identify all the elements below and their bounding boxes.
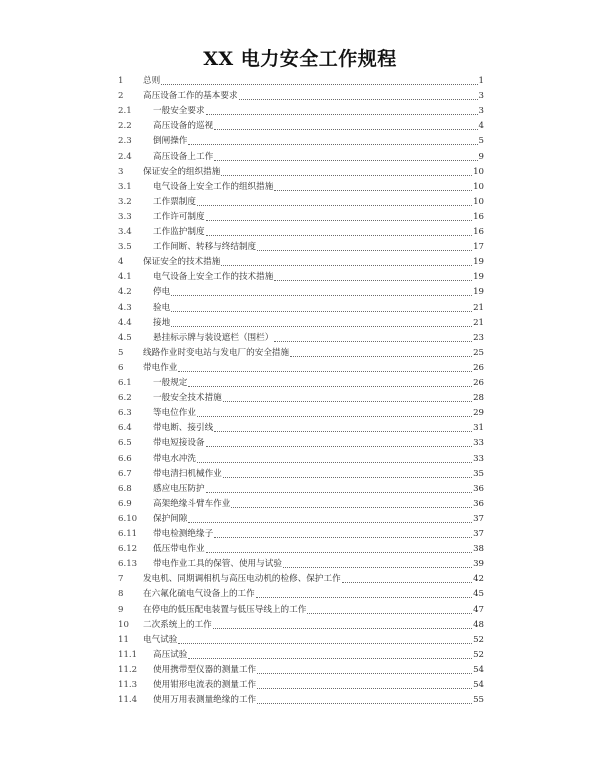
toc-entry-number: 4.5 [118, 332, 132, 343]
toc-entry-number: 4.3 [118, 302, 132, 313]
toc-entry-page: 16 [473, 227, 484, 237]
toc-leader-dots [171, 294, 472, 296]
toc-entry-number: 3.1 [118, 181, 132, 192]
toc-entry-title: 使用钳形电流表的测量工作 [153, 680, 257, 690]
toc-entry[interactable] [0, 571, 600, 587]
toc-entry-page: 47 [473, 604, 484, 615]
toc-entry-title: 工作监护制度 [153, 227, 205, 237]
toc-entry-number: 6.13 [118, 559, 138, 570]
toc-entry-page: 4 [478, 121, 484, 132]
toc-leader-dots [197, 461, 472, 463]
toc-entry-number: 5 [118, 347, 124, 358]
toc-leader-dots [197, 204, 472, 206]
toc-entry[interactable] [0, 375, 600, 391]
toc-entry-page: 37 [473, 529, 484, 539]
toc-leader-dots [307, 612, 472, 614]
toc-entry-number: 3.4 [118, 227, 132, 237]
toc-entry-page: 10 [473, 181, 484, 192]
toc-entry-number: 10 [118, 619, 129, 630]
toc-entry-page: 35 [473, 468, 484, 479]
toc-leader-dots [274, 340, 472, 342]
toc-entry-page: 23 [473, 332, 484, 343]
toc-entry-title: 高压设备上工作 [153, 151, 214, 162]
toc-entry-title: 使用携带型仪器的测量工作 [153, 664, 257, 675]
toc-entry-title: 在停电的低压配电装置与低压导线上的工作 [143, 604, 307, 615]
toc-entry[interactable] [0, 556, 600, 572]
toc-entry-number: 6.11 [118, 529, 138, 539]
toc-leader-dots [239, 98, 478, 100]
toc-entry-title: 感应电压防护 [153, 483, 205, 494]
toc-entry-page: 19 [473, 272, 484, 283]
toc-leader-dots [214, 128, 477, 130]
toc-leader-dots [188, 521, 472, 523]
toc-leader-dots [206, 219, 472, 221]
toc-entry[interactable] [0, 692, 600, 708]
toc-entry-number: 4 [118, 257, 124, 268]
toc-leader-dots [221, 174, 472, 176]
toc-entry-title: 高架绝缘斗臂车作业 [153, 498, 231, 509]
toc-entry-title: 发电机、同期调相机与高压电动机的检修、保护工作 [143, 574, 341, 585]
toc-entry-page: 31 [473, 423, 484, 434]
toc-entry-number: 2.3 [118, 136, 132, 147]
toc-leader-dots [206, 445, 472, 447]
toc-entry-number: 6.1 [118, 378, 132, 388]
toc-entry-title: 停电 [153, 287, 171, 298]
toc-entry[interactable] [0, 73, 600, 89]
toc-entry[interactable] [0, 269, 600, 285]
toc-entry[interactable] [0, 647, 600, 663]
toc-entry[interactable] [0, 405, 600, 421]
toc-entry-title: 带电水冲洗 [153, 453, 196, 464]
toc-entry-number: 4.1 [118, 272, 132, 283]
toc-entry-title: 一般规定 [153, 378, 188, 388]
toc-entry[interactable] [0, 541, 600, 557]
toc-leader-dots [206, 551, 472, 553]
toc-entry-page: 26 [473, 362, 484, 373]
toc-entry-number: 6.2 [118, 393, 132, 404]
toc-entry-number: 3.2 [118, 196, 132, 207]
toc-entry[interactable] [0, 103, 600, 119]
toc-leader-dots [171, 325, 472, 327]
toc-leader-dots [188, 143, 477, 145]
toc-entry[interactable] [0, 194, 600, 210]
toc-entry-title: 在六氟化硫电气设备上的工作 [143, 589, 255, 600]
toc-entry-title: 高压设备工作的基本要求 [143, 91, 238, 102]
toc-entry[interactable] [0, 632, 600, 648]
toc-entry-page: 52 [473, 649, 484, 660]
toc-entry-number: 7 [118, 574, 124, 585]
toc-entry-number: 6.12 [118, 544, 138, 555]
toc-entry-number: 3.5 [118, 242, 132, 253]
toc-leader-dots [206, 113, 478, 115]
toc-entry[interactable] [0, 164, 600, 180]
toc-entry-page: 37 [473, 513, 484, 524]
toc-entry-page: 19 [473, 257, 484, 268]
toc-entry[interactable] [0, 360, 600, 376]
toc-entry-page: 45 [473, 589, 484, 600]
toc-entry-title: 带电作业工具的保管、使用与试验 [153, 559, 282, 570]
toc-entry[interactable] [0, 420, 600, 436]
toc-entry-title: 线路作业时变电站与发电厂的安全措施 [143, 347, 290, 358]
toc-leader-dots [290, 355, 472, 357]
toc-entry[interactable] [0, 390, 600, 406]
toc-leader-dots [256, 596, 472, 598]
toc-entry-title: 保证安全的技术措施 [143, 257, 221, 268]
toc-entry[interactable] [0, 496, 600, 512]
toc-entry[interactable] [0, 451, 600, 467]
toc-entry-number: 11.2 [118, 664, 138, 675]
toc-entry[interactable] [0, 330, 600, 346]
toc-leader-dots [171, 310, 472, 312]
toc-entry-page: 52 [473, 634, 484, 645]
toc-entry[interactable] [0, 239, 600, 255]
document-title: XX 电力安全工作规程 [203, 48, 397, 70]
toc-entry-page: 36 [473, 498, 484, 509]
toc-leader-dots [206, 234, 472, 236]
toc-leader-dots [257, 702, 472, 704]
toc-entry-page: 33 [473, 438, 484, 449]
toc-entry-title: 接地 [153, 317, 171, 328]
toc-entry[interactable] [0, 586, 600, 602]
toc-leader-dots [206, 491, 472, 493]
toc-entry[interactable] [0, 435, 600, 451]
toc-entry-number: 6.8 [118, 483, 132, 494]
toc-entry-title: 带电作业 [143, 362, 178, 373]
toc-leader-dots [231, 506, 472, 508]
toc-entry-number: 6 [118, 362, 124, 373]
toc-entry-title: 工作票制度 [153, 196, 196, 207]
toc-entry-number: 4.4 [118, 317, 132, 328]
toc-entry-page: 19 [473, 287, 484, 298]
toc-leader-dots [221, 264, 472, 266]
toc-entry-title: 工作许可制度 [153, 211, 205, 222]
toc-entry-number: 2.2 [118, 121, 132, 132]
toc-leader-dots [223, 476, 472, 478]
toc-entry-page: 21 [473, 317, 484, 328]
toc-entry[interactable] [0, 284, 600, 300]
toc-entry-title: 带电清扫机械作业 [153, 468, 222, 479]
toc-entry-page: 54 [473, 664, 484, 675]
toc-entry-title: 一般安全要求 [153, 106, 205, 117]
toc-entry-number: 9 [118, 604, 124, 615]
toc-entry-number: 6.4 [118, 423, 132, 434]
toc-entry-page: 55 [473, 695, 484, 706]
toc-entry[interactable] [0, 662, 600, 678]
toc-entry-page: 28 [473, 393, 484, 404]
toc-entry-page: 33 [473, 453, 484, 464]
toc-entry[interactable] [0, 315, 600, 331]
toc-entry-title: 一般安全技术措施 [153, 393, 222, 404]
toc-entry-title: 工作间断、转移与终结制度 [153, 242, 257, 253]
toc-leader-dots [223, 400, 472, 402]
toc-entry-number: 6.3 [118, 408, 132, 419]
toc-entry[interactable] [0, 224, 600, 240]
toc-leader-dots [283, 566, 472, 568]
toc-entry[interactable] [0, 677, 600, 693]
toc-entry-title: 低压带电作业 [153, 544, 205, 555]
toc-entry-number: 2.4 [118, 151, 132, 162]
toc-entry[interactable] [0, 602, 600, 618]
toc-entry-page: 17 [473, 242, 484, 253]
toc-entry-number: 11.4 [118, 695, 138, 706]
toc-entry-number: 1 [118, 76, 124, 86]
toc-entry-number: 2 [118, 91, 124, 102]
toc-leader-dots [188, 385, 472, 387]
toc-entry-title: 电气试验 [143, 634, 178, 645]
toc-entry[interactable] [0, 466, 600, 482]
toc-entry-page: 54 [473, 680, 484, 690]
toc-leader-dots [274, 189, 472, 191]
toc-entry-number: 3.3 [118, 211, 132, 222]
toc-entry-page: 16 [473, 211, 484, 222]
toc-entry[interactable] [0, 617, 600, 633]
toc-entry-title: 倒闸操作 [153, 136, 188, 147]
toc-entry-page: 10 [473, 196, 484, 207]
toc-leader-dots [188, 657, 472, 659]
toc-entry-page: 39 [473, 559, 484, 570]
toc-entry-title: 电气设备上安全工作的技术措施 [153, 272, 274, 283]
toc-entry-page: 21 [473, 302, 484, 313]
toc-entry-title: 二次系统上的工作 [143, 619, 212, 630]
toc-entry-title: 等电位作业 [153, 408, 196, 419]
toc-entry-page: 3 [478, 91, 484, 102]
toc-entry-page: 3 [478, 106, 484, 117]
toc-entry-page: 10 [473, 166, 484, 177]
toc-entry-number: 4.2 [118, 287, 132, 298]
toc-leader-dots [178, 642, 472, 644]
toc-leader-dots [214, 536, 472, 538]
toc-leader-dots [257, 687, 472, 689]
toc-leader-dots [178, 370, 472, 372]
toc-entry[interactable] [0, 300, 600, 316]
toc-entry-number: 6.9 [118, 498, 132, 509]
toc-entry-number: 3 [118, 166, 124, 177]
toc-entry[interactable] [0, 118, 600, 134]
toc-entry-title: 保护间隙 [153, 513, 188, 524]
toc-leader-dots [214, 430, 472, 432]
toc-entry-page: 1 [478, 76, 484, 86]
toc-entry-number: 6.6 [118, 453, 132, 464]
toc-leader-dots [257, 249, 472, 251]
toc-entry-page: 9 [478, 151, 484, 162]
toc-entry-page: 38 [473, 544, 484, 555]
toc-entry[interactable] [0, 481, 600, 497]
toc-entry-number: 11.1 [118, 649, 138, 660]
toc-entry[interactable] [0, 511, 600, 527]
toc-leader-dots [342, 581, 472, 583]
toc-entry-title: 高压试验 [153, 649, 188, 660]
toc-entry[interactable] [0, 133, 600, 149]
toc-entry[interactable] [0, 149, 600, 165]
toc-entry-number: 6.5 [118, 438, 132, 449]
toc-entry-page: 48 [473, 619, 484, 630]
toc-entry[interactable] [0, 526, 600, 542]
toc-entry-title: 电气设备上安全工作的组织措施 [153, 181, 274, 192]
toc-leader-dots [214, 159, 477, 161]
toc-leader-dots [257, 672, 472, 674]
toc-leader-dots [213, 627, 472, 629]
toc-entry-title: 带电断、接引线 [153, 423, 214, 434]
toc-entry[interactable] [0, 345, 600, 361]
toc-leader-dots [161, 83, 477, 85]
toc-entry-page: 5 [478, 136, 484, 147]
toc-entry-title: 悬挂标示牌与装设遮栏（围栏） [153, 332, 274, 343]
toc-entry-number: 6.10 [118, 513, 138, 524]
toc-entry-number: 2.1 [118, 106, 132, 117]
toc-entry-title: 使用万用表测量绝缘的工作 [153, 695, 257, 706]
toc-entry[interactable] [0, 88, 600, 104]
toc-entry-title: 带电检测绝缘子 [153, 529, 214, 539]
toc-entry-title: 验电 [153, 302, 171, 313]
toc-entry-title: 保证安全的组织措施 [143, 166, 221, 177]
toc-entry-title: 总则 [143, 76, 161, 86]
toc-entry[interactable] [0, 254, 600, 270]
toc-entry[interactable] [0, 209, 600, 225]
toc-entry-title: 高压设备的巡视 [153, 121, 214, 132]
toc-entry-page: 36 [473, 483, 484, 494]
toc-entry-page: 26 [473, 378, 484, 388]
toc-leader-dots [197, 415, 472, 417]
toc-entry-title: 带电短接设备 [153, 438, 205, 449]
toc-entry-number: 6.7 [118, 468, 132, 479]
toc-entry-page: 29 [473, 408, 484, 419]
toc-entry[interactable] [0, 179, 600, 195]
toc-entry-page: 25 [473, 347, 484, 358]
toc-entry-number: 8 [118, 589, 124, 600]
toc-leader-dots [274, 279, 472, 281]
toc-entry-number: 11 [118, 634, 129, 645]
toc-entry-page: 42 [473, 574, 484, 585]
toc-entry-number: 11.3 [118, 680, 138, 690]
